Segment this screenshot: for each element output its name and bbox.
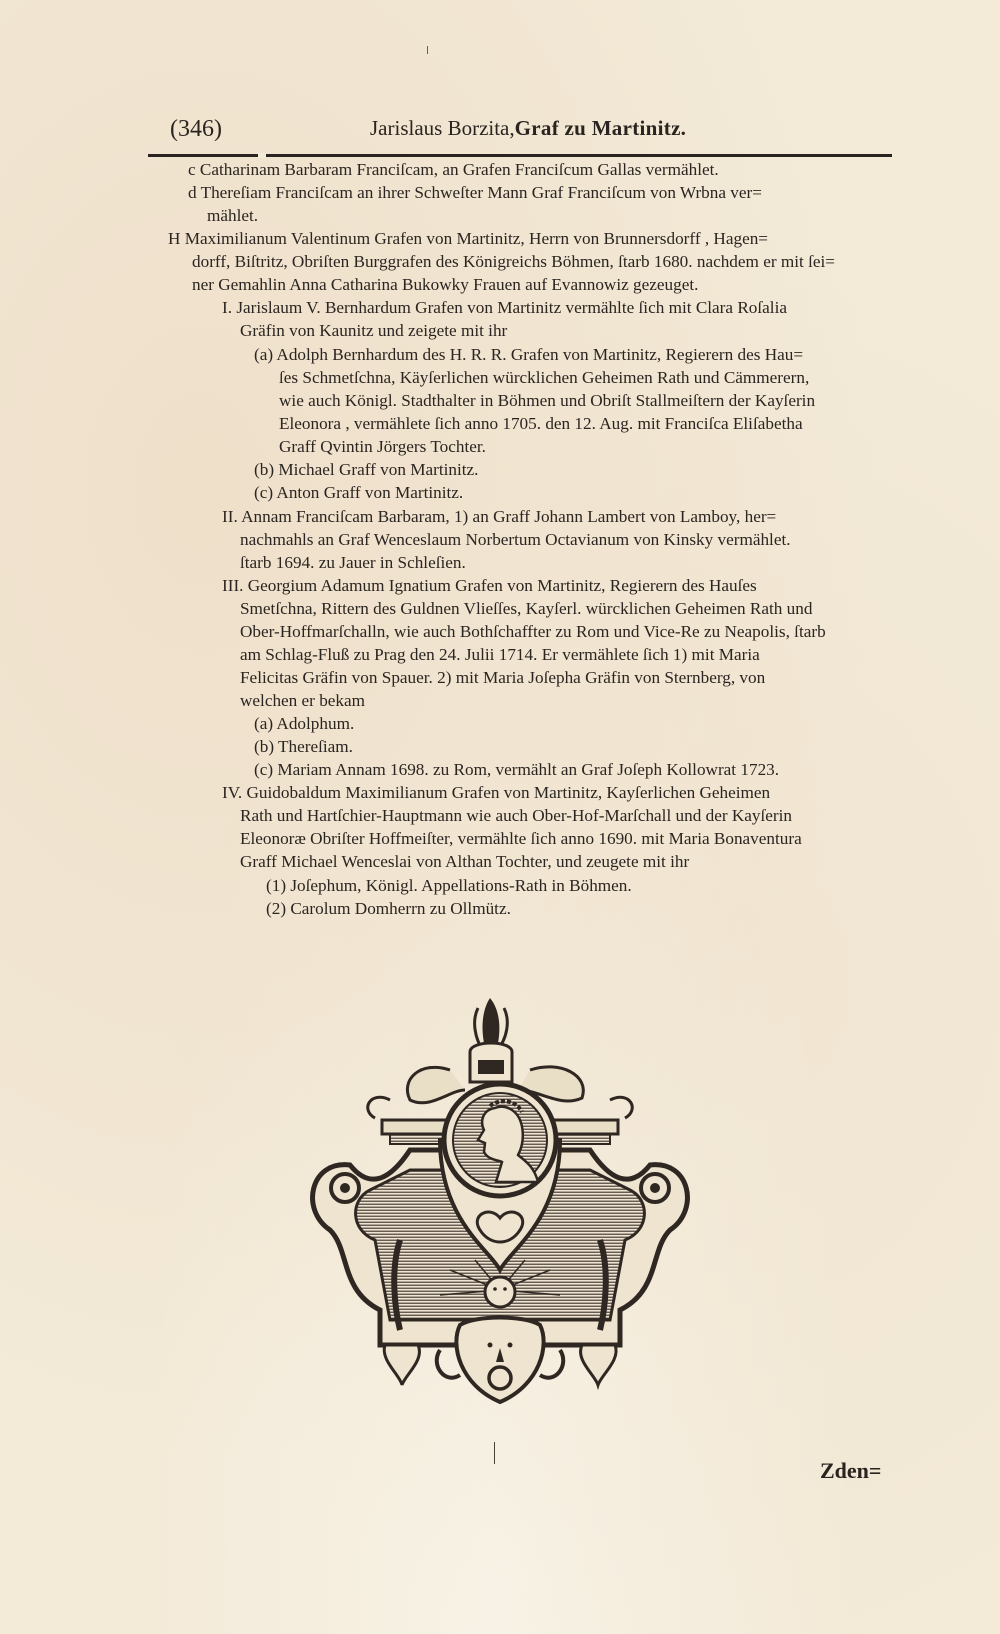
text-line: mählet.	[207, 206, 259, 225]
text-line: IV. Guidobaldum Maximilianum Grafen von Martinitz, Kayſerlichen Geheimen	[222, 783, 771, 802]
catchword: Zden=	[820, 1458, 882, 1483]
text-line: (b) Thereſiam.	[254, 737, 353, 756]
text-line: III. Georgium Adamum Ignatium Grafen von Martinitz, Regierern des Hauſes	[222, 576, 757, 595]
text-line: (a) Adolph Bernhardum des H. R. R. Grafen von Martinitz, Regierern des Hau=	[254, 345, 804, 364]
page-mark	[494, 1442, 495, 1464]
text-line: Ober-Hoffmarſchalln, wie auch Bothſchaffter zu Rom und Vice-Re zu Neapolis, ſtarb	[240, 622, 826, 641]
text-line: Smetſchna, Rittern des Guldnen Vlieſſes, Kayſerl. würcklichen Geheimen Rath und	[240, 599, 813, 618]
text-line: (1) Joſephum, Königl. Appellations-Rath in Böhmen.	[266, 876, 632, 895]
text-line: Graff Qvintin Jörgers Tochter.	[279, 437, 486, 456]
text-line: ner Gemahlin Anna Catharina Bukowky Frauen auf Evannowiz gezeuget.	[192, 275, 699, 294]
text-line: (a) Adolphum.	[254, 714, 355, 733]
page-header	[170, 114, 892, 148]
text-line: ſes Schmetſchna, Käyſerlichen würcklichen Geheimen Rath und Cämmerern,	[279, 368, 810, 387]
text-line: (2) Carolum Domherrn zu Ollmütz.	[266, 899, 511, 918]
text-line: (c) Mariam Annam 1698. zu Rom, vermählt an Graf Joſeph Kollowrat 1723.	[254, 760, 780, 779]
page-number: (346)	[170, 116, 222, 142]
header-rule-break	[258, 153, 266, 158]
text-line: Gräfin von Kaunitz und zeigete mit ihr	[240, 321, 508, 340]
text-line: I. Jarislaum V. Bernhardum Grafen von Martinitz vermählte ſich mit Clara Roſalia	[222, 298, 787, 317]
text-line: nachmahls an Graf Wenceslaum Norbertum Octavianum von Kinsky vermählet.	[240, 530, 791, 549]
text-line: wie auch Königl. Stadthalter in Böhmen und Obriſt Stallmeiſtern der Kayſerin	[279, 391, 816, 410]
text-line: Rath und Hartſchier-Hauptmann wie auch Ober-Hof-Marſchall und der Kayſerin	[240, 806, 792, 825]
text-line: d Thereſiam Franciſcam an ihrer Schweſter Mann Graf Franciſcum von Wrbna ver=	[188, 183, 762, 202]
text-line: Eleonora , vermählete ſich anno 1705. den 12. Aug. mit Franciſca Eliſabetha	[279, 414, 803, 433]
text-line: (c) Anton Graff von Martinitz.	[254, 483, 464, 502]
text-line: Eleonoræ Obriſter Hoffmeiſter, vermählte ſich anno 1690. mit Maria Bonaventura	[240, 829, 802, 848]
page-mark	[427, 46, 428, 54]
text-line: am Schlag-Fluß zu Prag den 24. Julii 1714. Er vermählete ſich 1) mit Maria	[240, 645, 760, 664]
text-line: dorff, Biſtritz, Obriſten Burggrafen des Königreichs Böhmen, ſtarb 1680. nachdem er mit ſei=	[192, 252, 835, 271]
text-line: welchen er bekam	[240, 691, 366, 710]
text-line: Graff Michael Wenceslai von Althan Tochter, und zeugete mit ihr	[240, 852, 690, 871]
running-title-title: Graf zu Martinitz.	[514, 116, 687, 140]
text-line: H Maximilianum Valentinum Grafen von Martinitz, Herrn von Brunnersdorff , Hagen=	[168, 229, 768, 248]
text-line: II. Annam Franciſcam Barbaram, 1) an Graff Johann Lambert von Lamboy, her=	[222, 507, 777, 526]
text-line: ſtarb 1694. zu Jauer in Schleſien.	[240, 553, 466, 572]
text-line: Felicitas Gräfin von Spauer. 2) mit Maria Joſepha Gräfin von Sternberg, von	[240, 668, 766, 687]
running-title	[370, 116, 686, 141]
running-title-name: Jarislaus Borzita,	[370, 116, 515, 140]
text-line: (b) Michael Graff von Martinitz.	[254, 460, 479, 479]
baroque-cartouche-ornament-icon	[290, 990, 710, 1415]
text-line: c Catharinam Barbaram Franciſcam, an Grafen Franciſcum Gallas vermählet.	[188, 160, 719, 179]
